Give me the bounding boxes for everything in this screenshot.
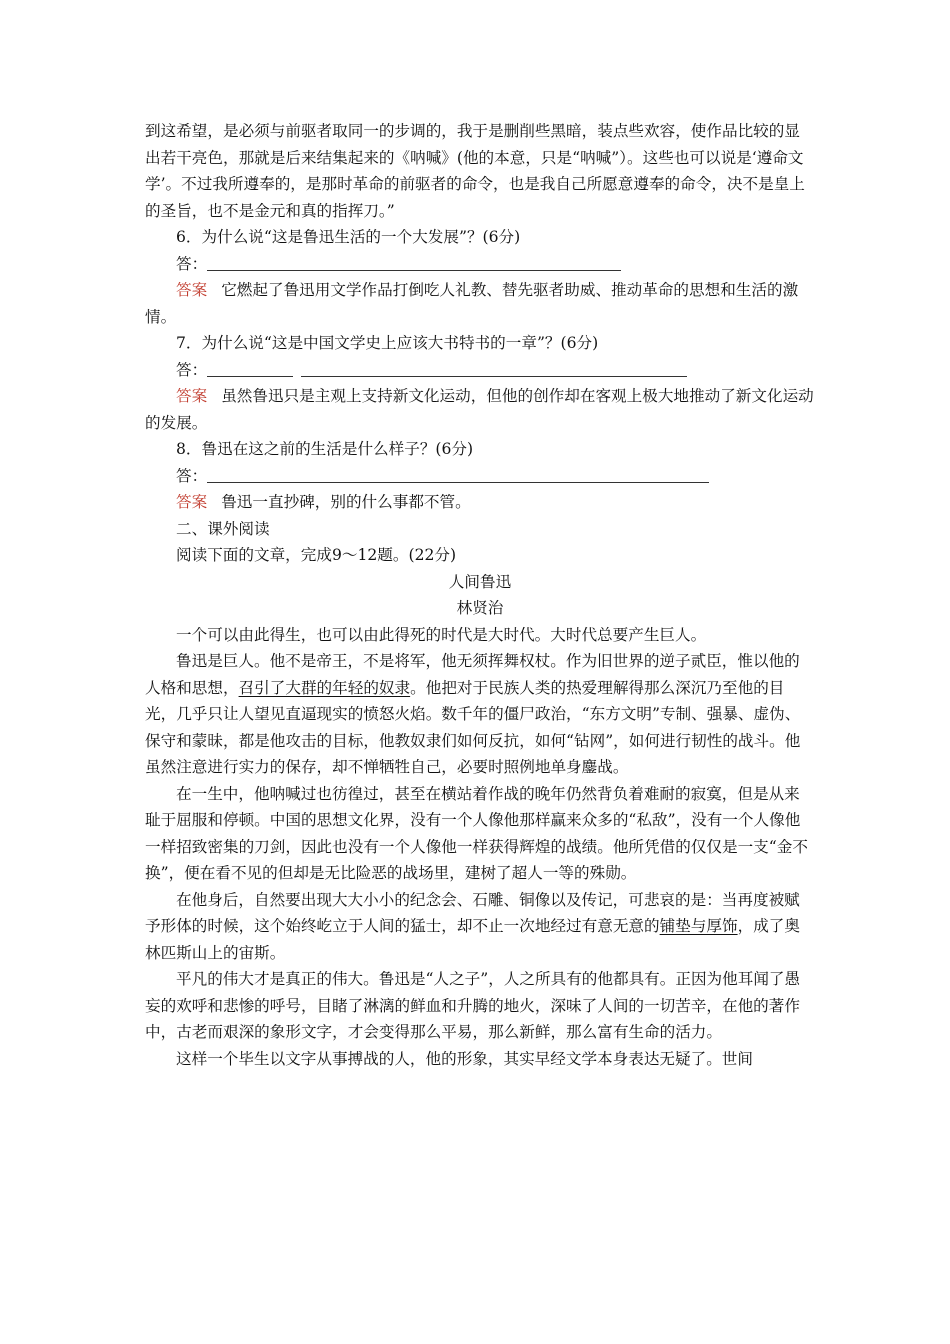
answer-blank-8[interactable]	[207, 466, 709, 483]
answer-prefix: 答：	[176, 254, 208, 273]
article-title: 人间鲁迅	[448, 572, 512, 591]
article-paragraph-1: 一个可以由此得生，也可以由此得死的时代是大时代。大时代总要产生巨人。	[176, 625, 707, 644]
paragraph-text: ，成了奥林匹斯山上的宙斯。	[145, 917, 800, 962]
underlined-phrase: 召引了大群的年轻的奴隶	[238, 678, 411, 697]
answer-key-text: 鲁迅一直抄碑，别的什么事都不管。	[221, 493, 471, 511]
question-8: 8．鲁迅在这之前的生活是什么样子？(6分)	[176, 440, 474, 458]
question-6: 6．为什么说“这是鲁迅生活的一个大发展”？(6分)	[176, 228, 521, 246]
answer-key-label: 答案	[176, 493, 208, 511]
answer-blank-7b[interactable]	[301, 360, 687, 377]
answer-prefix: 答：	[176, 466, 208, 485]
answer-line-7	[145, 357, 815, 384]
answer-key-6	[145, 277, 815, 330]
question-7: 7．为什么说“这是中国文学史上应该大书特书的一章”？(6分)	[176, 334, 599, 352]
answer-key-text: 它燃起了鲁迅用文学作品打倒吃人礼教、替先驱者助威、推动革命的思想和生活的激情。	[145, 281, 799, 326]
answer-key-8	[145, 489, 815, 516]
article-paragraph-6: 这样一个毕生以文字从事搏战的人，他的形象，其实早经文学本身表达无疑了。世间	[176, 1049, 753, 1068]
answer-blank-7a[interactable]	[207, 360, 293, 377]
document-page	[145, 118, 815, 1072]
section-instruction: 阅读下面的文章，完成9～12题。(22分)	[176, 546, 457, 564]
answer-prefix: 答：	[176, 360, 208, 379]
article-author: 林贤治	[456, 599, 504, 617]
paragraph-text: 鲁迅是巨人。他不是帝王，不是将军，他无须挥舞权杖。作为旧世界的逆子贰臣，惟以他的人格和思想，	[145, 652, 800, 697]
article-paragraph-3: 在一生中，他呐喊过也彷徨过，甚至在横站着作战的晚年仍然背负着难耐的寂寞，但是从来耻于屈服和停顿。中国的思想文化界，没有一个人像他那样赢来众多的“私敌”，没有一个人像他一样招致密集的刀剑，因此也没有一个人像他一样获得辉煌的战绩。他所凭借的仅仅是一支“金不换”，便在看不见的但却是无比险恶的战场里，建树了超人一等的殊勋。	[145, 784, 808, 882]
answer-line-6	[145, 251, 815, 278]
section-heading: 二、课外阅读	[176, 519, 270, 538]
paragraph-text: 。他把对于民族人类的热爱理解得那么深沉乃至他的目光，几乎只让人望见直逼现实的愤怒火焰。数千年的僵尸政治，“东方文明”专制、强暴、虚伪、保守和蒙昧，都是他攻击的目标，他教奴隶们如何反抗，如何“钻网”，如何进行韧性的战斗。他虽然注意进行实力的保存，却不惮牺牲自己，必要时照例地单身鏖战。	[145, 678, 801, 776]
answer-line-8	[145, 463, 815, 490]
article-paragraph-5: 平凡的伟大才是真正的伟大。鲁迅是“人之子”，人之所具有的他都具有。正因为他耳闻了愚妄的欢呼和悲惨的呼号，目睹了淋漓的鲜血和升腾的地火，深味了人间的一切苦辛，在他的著作中，古老而艰深的象形文字，才会变得那么平易，那么新鲜，那么富有生命的活力。	[145, 970, 801, 1041]
answer-key-7	[145, 383, 815, 436]
underlined-phrase: 铺垫与厚饰	[659, 917, 738, 935]
answer-key-label: 答案	[176, 281, 208, 299]
answer-blank-6[interactable]	[207, 254, 621, 271]
answer-key-text: 虽然鲁迅只是主观上支持新文化运动，但他的创作却在客观上极大地推动了新文化运动的发展。	[145, 387, 814, 432]
article-paragraph-2	[145, 648, 815, 781]
passage-ending: 到这希望，是必须与前驱者取同一的步调的，我于是删削些黑暗，装点些欢容，使作品比较的显出若干亮色，那就是后来结集起来的《呐喊》(他的本意，只是“呐喊”）。这些也可以说是‘遵命文学’。不过我所遵奉的，是那时革命的前驱者的命令，也是我自己所愿意遵奉的命令，决不是皇上的圣旨，也不是金元和真的指挥刀。”	[145, 122, 805, 220]
article-paragraph-4	[145, 887, 815, 967]
paragraph-text: 在他身后，自然要出现大大小小的纪念会、石雕、铜像以及传记，可悲哀的是：当再度被赋予形体的时候，这个始终屹立于人间的猛士，却不止一次地经过有意无意的	[145, 890, 800, 935]
answer-key-label: 答案	[176, 387, 208, 405]
